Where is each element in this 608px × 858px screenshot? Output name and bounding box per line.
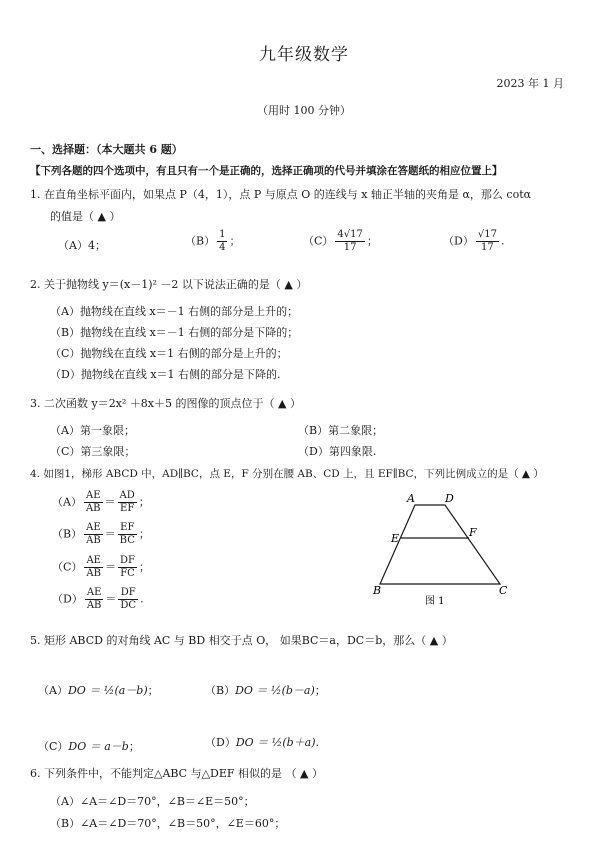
trapezoid-figure <box>365 490 525 610</box>
q3-option-b: （B）第二象限； <box>298 424 384 437</box>
q4-stem: 4. 如图1，梯形 ABCD 中，AD∥BC，点 E，F 分别在腰 AB、CD 上，且 EF∥BC，下列比例成立的是（ ▲ ） <box>30 468 544 480</box>
q1-option-b-fraction: $\frac{1}{4}$ <box>219 229 226 253</box>
q6-option-a: （A）∠A＝∠D＝70°，∠B＝∠E＝50°； <box>50 795 255 808</box>
q1-option-d: （D） $\frac{√17}{17}$ . <box>443 229 505 253</box>
q1-stem-line1: 1. 在直角坐标平面内，如果点 P（4，1），点 P 与原点 O 的连线与 x 轴正半轴的夹角是 α，那么 cotα <box>30 188 532 201</box>
q2-option-d: （D）抛物线在直线 x＝1 右侧的部分是下降的. <box>50 368 281 381</box>
q1-stem-line2: 的值是（ ▲ ） <box>50 210 121 223</box>
q6-stem: 6. 下列条件中，不能判定△ABC 与△DEF 相似的是 （ ▲ ） <box>30 767 323 780</box>
q5-option-d: （D）DO ＝ ½(b＋a). <box>205 736 320 749</box>
q4-option-a: （A） $\frac{AE}{AB}$ ＝ $\frac{AD}{EF}$ ； <box>52 490 150 514</box>
q1-option-c-label: （C） <box>303 234 334 248</box>
q5-option-c-expression: DO ＝ a－b <box>68 740 129 753</box>
q3-option-d: （D）第四象限. <box>298 445 377 458</box>
q5-option-b-expression: DO ＝ ½(b－a) <box>235 684 315 697</box>
q3-stem: 3. 二次函数 y＝2x² ＋8x＋5 的图像的顶点位于（ ▲ ） <box>30 397 301 410</box>
q5-option-c: （C）DO ＝ a－b； <box>38 740 140 753</box>
q1-option-d-fraction: $\frac{√17}{17}$ <box>477 229 497 253</box>
vertex-label-c: C <box>499 584 508 597</box>
vertex-label-e: E <box>391 532 400 545</box>
section-title: 一、选择题：（本大题共 6 题） <box>30 143 183 156</box>
q1-option-b: （B） $\frac{1}{4}$ ； <box>185 229 241 253</box>
exam-duration: （用时 100 分钟） <box>257 104 351 117</box>
vertex-label-f: F <box>469 526 477 539</box>
q5-option-b: （B）DO ＝ ½(b－a)； <box>205 684 326 697</box>
exam-date: 2023 年 1 月 <box>496 77 564 90</box>
q1-option-c-fraction: $\frac{4√17}{17}$ <box>337 229 363 253</box>
q5-stem: 5. 矩形 ABCD 的对角线 AC 与 BD 相交于点 O， 如果BC＝a，DC＝b，那么（ ▲ ） <box>30 634 453 647</box>
vertex-label-b: B <box>373 584 382 597</box>
q2-option-c: （C）抛物线在直线 x＝1 右侧的部分是上升的； <box>50 347 288 360</box>
q1-option-c: （C） $\frac{4√17}{17}$ ； <box>303 229 378 253</box>
q1-option-a: （A）4； <box>58 239 106 252</box>
section-instruction: 【下列各题的四个选项中，有且只有一个是正确的，选择正确项的代号并填涂在答题纸的相应位置上】 <box>30 165 503 177</box>
q3-option-a: （A）第一象限； <box>50 424 135 437</box>
q2-stem: 2. 关于抛物线 y＝(x－1)² －2 以下说法正确的是（ ▲ ） <box>30 278 308 291</box>
q1-option-b-label: （B） <box>185 234 216 248</box>
q6-option-b: （B）∠A＝∠D＝70°，∠B＝50°，∠E＝60°； <box>50 817 286 830</box>
figure-caption: 图 1 <box>425 596 445 607</box>
vertex-label-a: A <box>407 492 415 505</box>
q1-option-d-label: （D） <box>443 234 474 248</box>
q5-option-a-expression: DO ＝ ½(a－b) <box>67 684 148 697</box>
q3-option-c: （C）第三象限； <box>50 445 136 458</box>
q5-option-d-expression: DO ＝ ½(b＋a) <box>235 736 316 749</box>
q4-option-d: （D） $\frac{AE}{AB}$ ＝ $\frac{DF}{DC}$ . <box>52 587 144 611</box>
q5-option-a: （A）DO ＝ ½(a－b)； <box>38 684 159 697</box>
q4-option-b: （B） $\frac{AE}{AB}$ ＝ $\frac{EF}{BC}$ ； <box>52 522 150 546</box>
q2-option-b: （B）抛物线在直线 x＝－1 右侧的部分是下降的； <box>50 326 299 339</box>
q2-option-a: （A）抛物线在直线 x＝－1 右侧的部分是上升的； <box>50 305 299 318</box>
q4-option-c: （C） $\frac{AE}{AB}$ ＝ $\frac{DF}{FC}$ ； <box>52 555 150 579</box>
vertex-label-d: D <box>445 492 454 505</box>
page-title: 九年级数学 <box>259 45 349 65</box>
